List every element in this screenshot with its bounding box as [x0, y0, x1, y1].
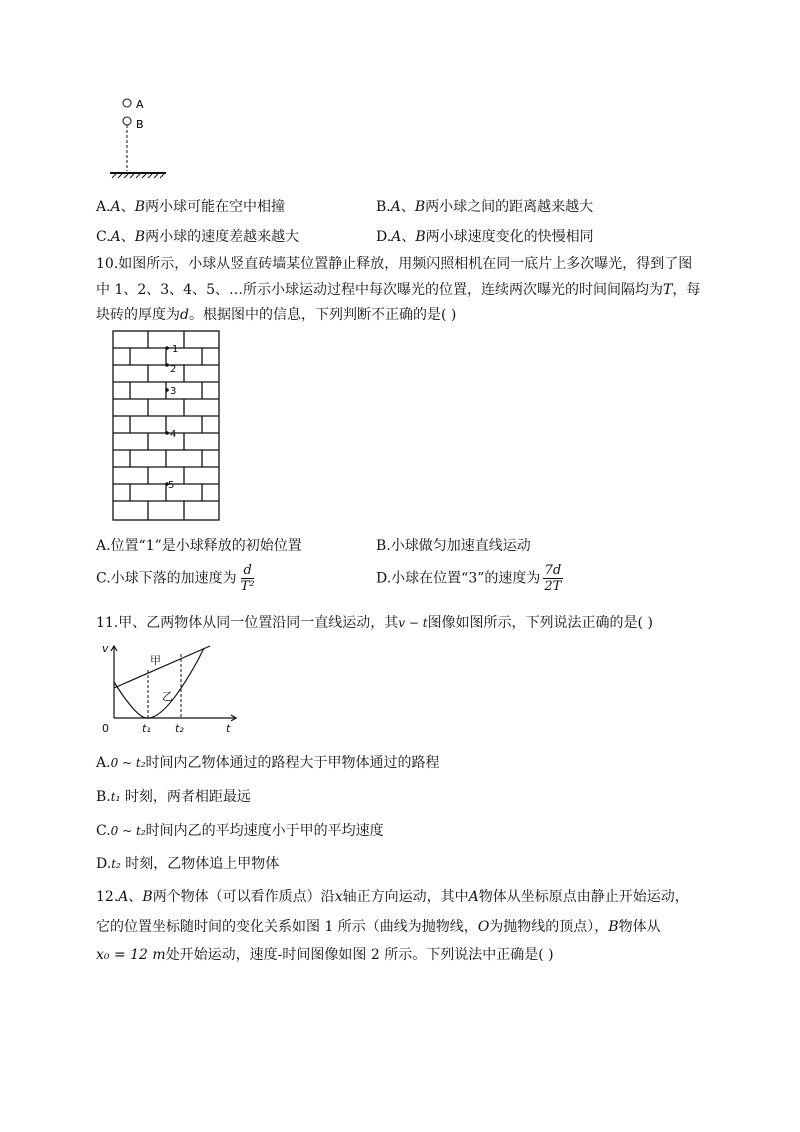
jia-label: 甲 [150, 654, 161, 667]
q10-option-c: C.小球下落的加速度为 $\frac{d}{\text{T²}}$ [96, 563, 255, 594]
q10-option-b: B.小球做匀加速直线运动 [376, 538, 531, 554]
q12-stem-line1: 12.A、B两个物体（可以看作质点）沿x轴正方向运动，其中A物体从坐标原点由静止开始运动， [96, 889, 689, 905]
yi-label: 乙 [162, 690, 173, 703]
q10-stem-line3: 块砖的厚度为d。根据图中的信息，下列判断不正确的是( ) [96, 307, 457, 323]
position-2-dot [165, 363, 169, 367]
q12-stem-line3: x₀ = 12 m处开始运动，速度-时间图像如图 2 所示。下列说法中正确是( ) [96, 947, 554, 963]
v-t-graph [98, 640, 248, 736]
position-3-label: 3 [170, 386, 177, 397]
t2-label: t₂ [175, 722, 184, 735]
q12-stem-line2: 它的位置坐标随时间的变化关系如图 1 所示（曲线为抛物线，O为抛物线的顶点），B物体从 [96, 919, 661, 935]
q10-stem-line2: 中 1、2、3、4、5、…所示小球运动过程中每次曝光的位置，连续两次曝光的时间间隔均为T，每 [96, 282, 701, 298]
q10-option-d: D.小球在位置“3”的速度为 $\frac{7d}{2T}$ [376, 563, 562, 594]
t1-label: t₁ [142, 722, 151, 735]
q9-option-b: B.A、B两小球之间的距离越来越大 [376, 199, 594, 215]
position-1-label: 1 [172, 344, 179, 355]
t-axis-label: t [226, 722, 231, 735]
q11-option-b: B.t₁ 时刻，两者相距最远 [96, 789, 251, 805]
q9-option-a: A.A、B两小球可能在空中相撞 [96, 199, 285, 215]
position-4-label: 4 [170, 429, 177, 440]
jia-line [114, 646, 210, 688]
origin-label: 0 [102, 722, 109, 735]
ball-b-label: B [136, 118, 144, 131]
q11-stem: 11.甲、乙两物体从同一位置沿同一直线运动，其v − t图像如图所示，下列说法正确的是( ) [96, 615, 653, 631]
ball-a-label: A [136, 98, 144, 111]
position-4-dot [165, 431, 169, 435]
v-axis-label: v [102, 642, 109, 655]
q11-option-a: A.0 ~ t₂时间内乙物体通过的路程大于甲物体通过的路程 [96, 755, 440, 771]
q11-option-d: D.t₂ 时刻，乙物体追上甲物体 [96, 856, 280, 872]
q10-option-a: A.位置“1”是小球释放的初始位置 [96, 538, 302, 554]
q9-option-c: C.A、B两小球的速度差越来越大 [96, 229, 300, 245]
position-5-label: 5 [168, 480, 175, 491]
position-3-dot [165, 388, 169, 392]
q10-stem-line1: 10.如图所示，小球从竖直砖墙某位置静止释放，用频闪照相机在同一底片上多次曝光，得到了图 [96, 256, 693, 272]
position-1-dot [165, 346, 169, 350]
q9-option-d: D.A、B两小球速度变化的快慢相同 [376, 229, 594, 245]
q11-option-c: C.0 ~ t₂时间内乙的平均速度小于甲的平均速度 [96, 823, 384, 839]
falling-balls-figure [110, 95, 170, 185]
fraction-7d-over-2t: $\frac{7d}{2T}$ [544, 563, 562, 594]
ball-b [123, 117, 131, 125]
fraction-d-over-t2: $\frac{d}{\text{T²}}$ [240, 563, 255, 594]
position-2-label: 2 [170, 364, 177, 375]
ball-a [123, 99, 131, 107]
brick-wall-figure [112, 330, 222, 522]
